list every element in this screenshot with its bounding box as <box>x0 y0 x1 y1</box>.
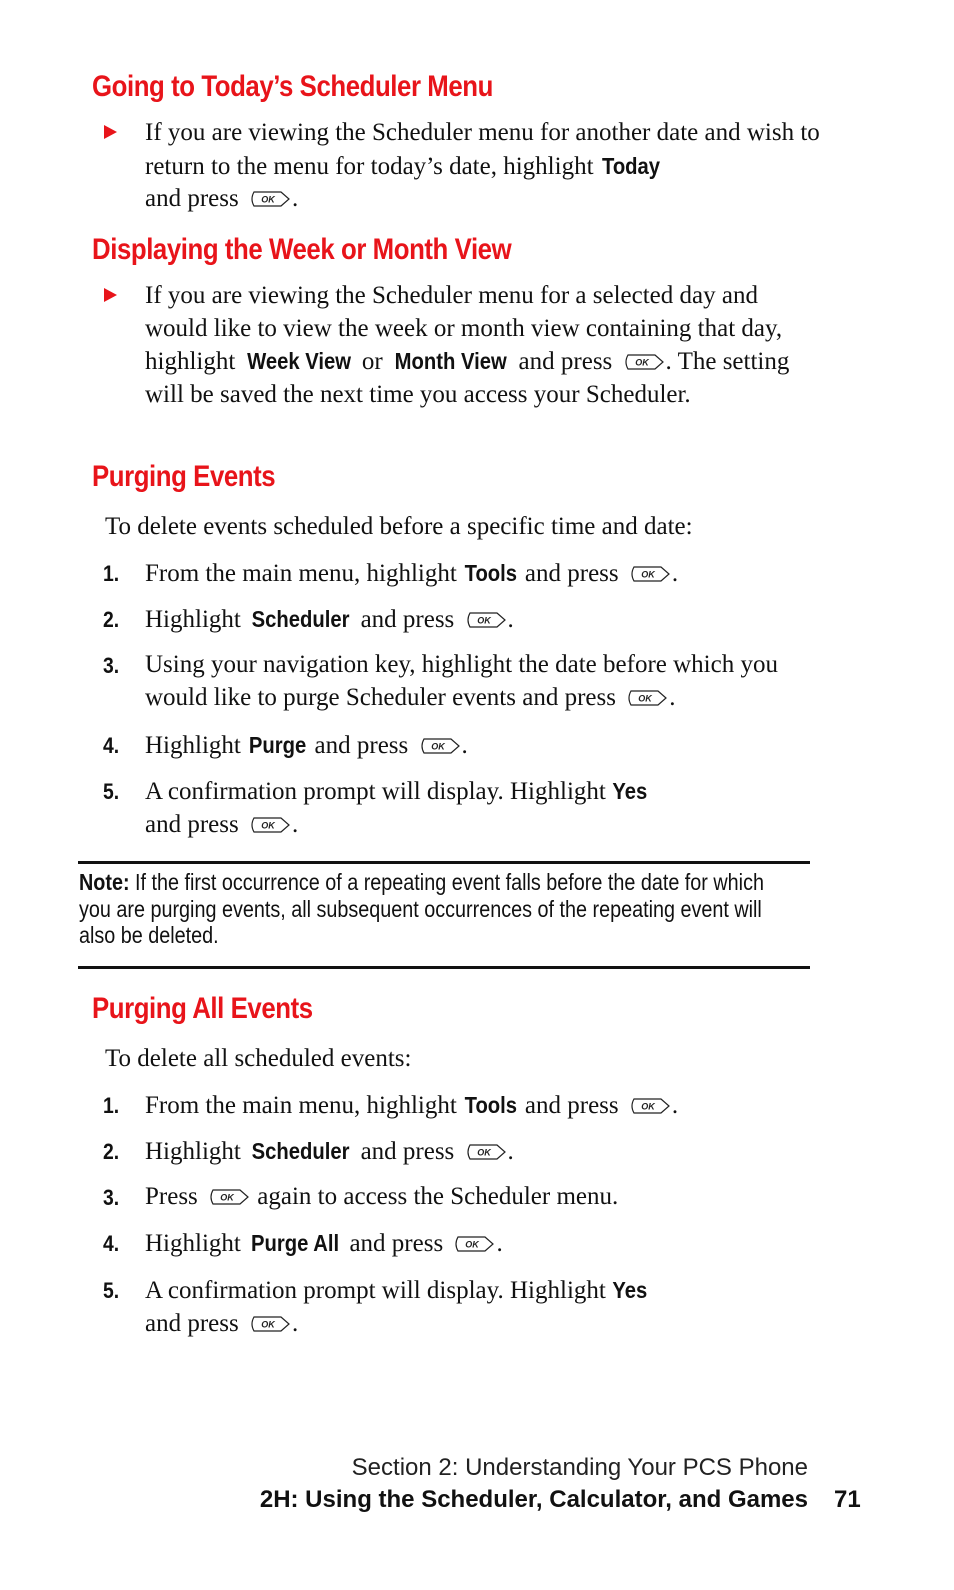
key-label: Purge All <box>251 1230 340 1256</box>
step-number: 2. <box>103 607 120 632</box>
step-text: A confirmation prompt will display. Highlight Yes and press . <box>145 775 825 841</box>
step-number: 5. <box>103 779 120 804</box>
ok-key-icon <box>419 736 461 756</box>
step-text: Highlight Scheduler and press . <box>145 1135 825 1169</box>
note-top-rule <box>78 861 810 864</box>
step-text: Using your navigation key, highlight the date before which you would like to purge Scheduler events and press . <box>145 651 778 711</box>
ok-key-icon <box>626 688 668 708</box>
step-number: 3. <box>103 653 120 678</box>
key-label: Month View <box>394 348 507 374</box>
triangle-bullet-icon <box>104 288 117 302</box>
step-number: 5. <box>103 1278 120 1303</box>
note-label: Note: <box>79 869 130 895</box>
step-text: Highlight Purge All and press . <box>145 1227 825 1261</box>
ok-key-icon <box>249 815 291 835</box>
intro-purging-all-events: To delete all scheduled events: <box>105 1045 412 1072</box>
heading-week-month-view: Displaying the Week or Month View <box>92 233 512 266</box>
key-label: Tools <box>464 1092 518 1118</box>
ok-key-icon <box>629 564 671 584</box>
step-number: 1. <box>103 561 120 586</box>
step-number: 4. <box>103 733 120 758</box>
note-bottom-rule <box>78 966 810 969</box>
step-text: Highlight Scheduler and press . <box>145 603 825 637</box>
key-label: Tools <box>464 560 518 586</box>
ok-key-icon <box>249 189 291 209</box>
key-label: Purge <box>249 732 307 758</box>
key-label: Scheduler <box>251 1138 350 1164</box>
step-number: 2. <box>103 1139 120 1164</box>
step-number: 3. <box>103 1185 120 1210</box>
bullet-text: If you are viewing the Scheduler menu for another date and wish to return to the menu for today’s date, highlight Today and press . <box>145 119 820 212</box>
key-label: Today <box>601 152 660 179</box>
intro-purging-events: To delete events scheduled before a specific time and date: <box>105 513 693 540</box>
page-number: 71 <box>834 1486 861 1513</box>
heading-today-scheduler-menu: Going to Today’s Scheduler Menu <box>92 70 493 103</box>
step-number: 4. <box>103 1231 120 1256</box>
note-text: Note: If the first occurrence of a repeating event falls before the date for which you are purging events, all subsequent occurrences of the repeating event will also be deleted. <box>79 869 764 948</box>
bullet-text: If you are viewing the Scheduler menu for a selected day and would like to view the week or month view containing that day, highlight Week View or Month View and press . The setting will be saved the next time you access your Scheduler. <box>145 282 790 408</box>
footer-section-title: Section 2: Understanding Your PCS Phone <box>351 1454 808 1481</box>
step-number: 1. <box>103 1093 120 1118</box>
key-label: Yes <box>612 778 648 804</box>
ok-key-icon <box>465 1142 507 1162</box>
step-text: Press again to access the Scheduler menu. <box>145 1183 619 1210</box>
footer-chapter-title: 2H: Using the Scheduler, Calculator, and Games <box>259 1486 808 1513</box>
step-text: From the main menu, highlight Tools and press . <box>145 1089 825 1123</box>
key-label: Week View <box>246 348 351 374</box>
ok-key-icon <box>208 1187 250 1207</box>
step-text: From the main menu, highlight Tools and press . <box>145 557 825 591</box>
key-label: Yes <box>612 1277 648 1303</box>
heading-purging-events: Purging Events <box>92 460 276 493</box>
ok-key-icon <box>629 1096 671 1116</box>
step-text: Highlight Purge and press . <box>145 729 825 763</box>
step-text: A confirmation prompt will display. Highlight Yes and press . <box>145 1274 825 1340</box>
ok-key-icon <box>453 1234 495 1254</box>
key-label: Scheduler <box>251 606 350 632</box>
ok-key-icon <box>465 610 507 630</box>
ok-key-icon <box>249 1314 291 1334</box>
triangle-bullet-icon <box>104 125 117 139</box>
heading-purging-all-events: Purging All Events <box>92 992 313 1025</box>
ok-key-icon <box>623 352 665 372</box>
